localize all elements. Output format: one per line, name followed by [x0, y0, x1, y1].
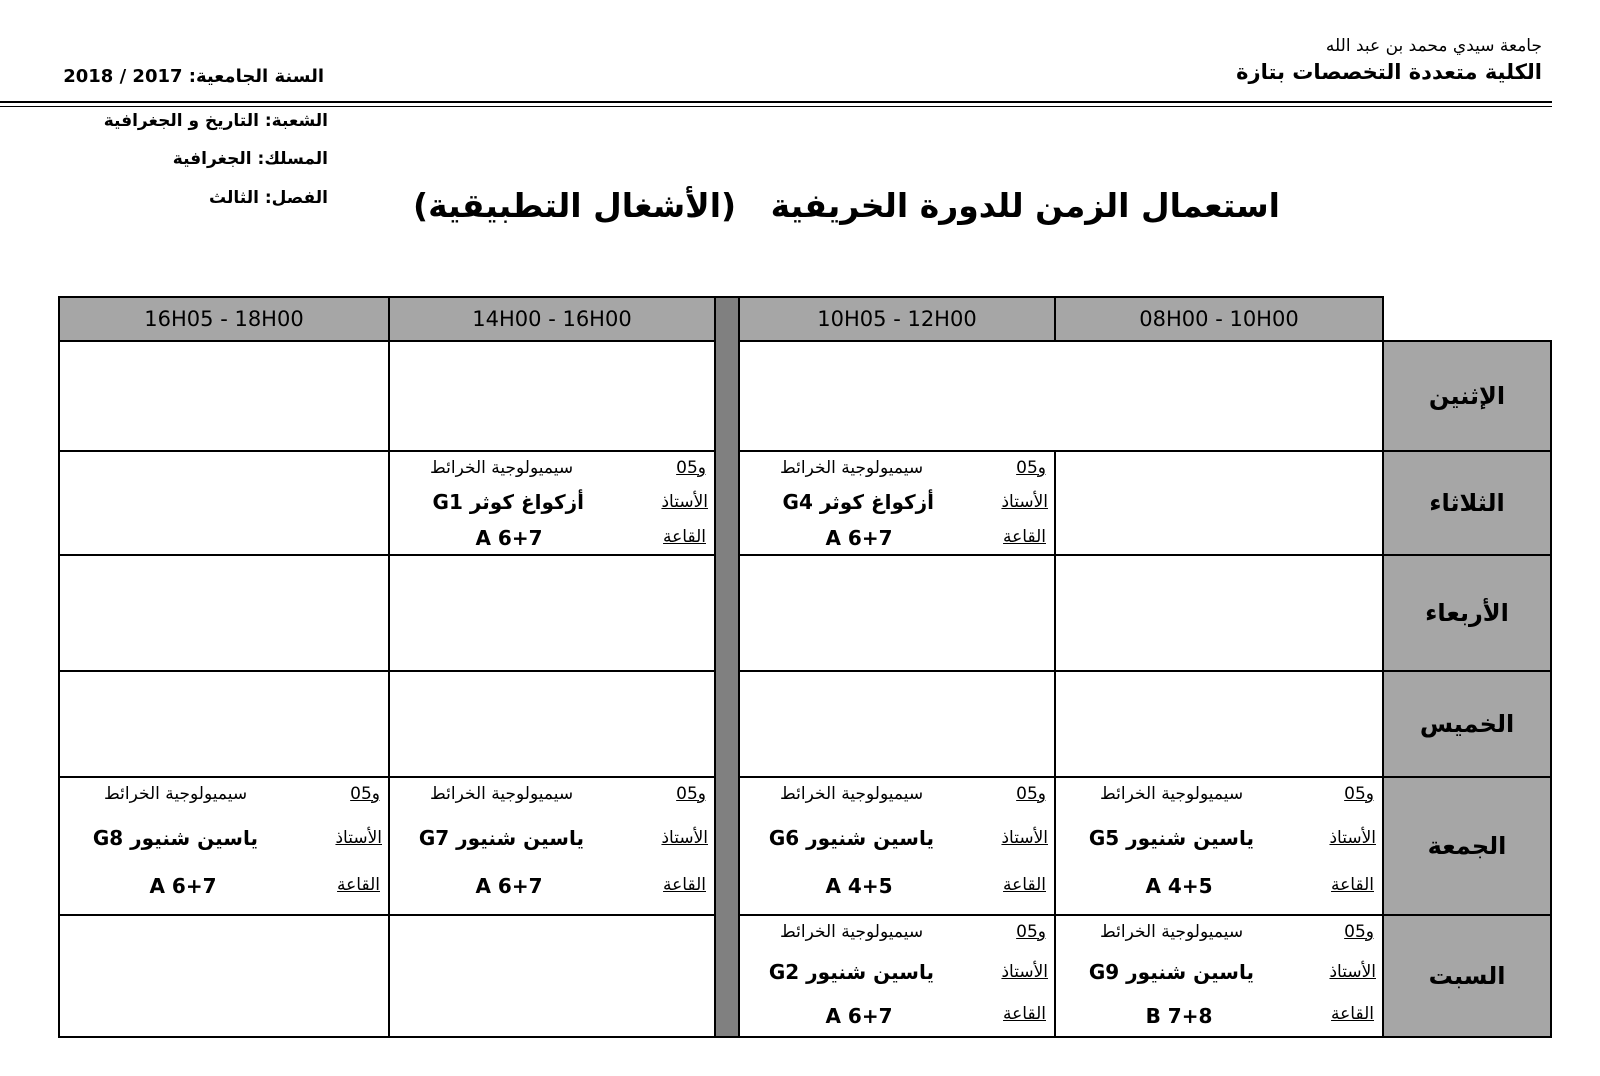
slot-fri-3 — [388, 776, 716, 916]
slot-mon-morning — [738, 340, 1384, 452]
slot-wed-1 — [1054, 554, 1384, 672]
professor-label: الأستاذ — [661, 828, 708, 848]
professor-group: أزكواغ كوثر G4 — [782, 490, 934, 514]
slot-wed-3 — [388, 554, 716, 672]
slot-sat-1 — [1054, 914, 1384, 1038]
professor-label: الأستاذ — [335, 828, 382, 848]
room-value: A 6+7 — [475, 526, 543, 550]
slot-sat-3 — [388, 914, 716, 1038]
university-name: جامعة سيدي محمد بن عبد الله — [1325, 36, 1542, 56]
module-name: سيميولوجية الخرائط — [104, 784, 248, 804]
slot-tue-1 — [1054, 450, 1384, 556]
professor-label: الأستاذ — [1001, 828, 1048, 848]
slot-tue-2 — [738, 450, 1056, 556]
department: الشعبة: التاريخ و الجغرافية — [103, 111, 328, 131]
professor-group: ياسين شنيور G6 — [768, 826, 934, 850]
room-label: القاعة — [1331, 1004, 1374, 1024]
module-code: و05 — [676, 784, 706, 804]
lunch-break-column — [714, 296, 740, 1038]
slot-thu-3 — [388, 670, 716, 778]
time-slot-3: 14H00 - 16H00 — [388, 296, 716, 342]
professor-group: ياسين شنيور G7 — [418, 826, 584, 850]
room-value: A 4+5 — [825, 874, 893, 898]
module-code: و05 — [1344, 922, 1374, 942]
room-label: القاعة — [663, 527, 706, 547]
professor-group: ياسين شنيور G9 — [1088, 960, 1254, 984]
professor-label: الأستاذ — [1329, 962, 1376, 982]
module-code: و05 — [1344, 784, 1374, 804]
room-label: القاعة — [337, 875, 380, 895]
room-label: القاعة — [663, 875, 706, 895]
day-thursday: الخميس — [1382, 670, 1552, 778]
slot-tue-3 — [388, 450, 716, 556]
module-name: سيميولوجية الخرائط — [780, 458, 924, 478]
page-title: استعمال الزمن للدورة الخريفية (الأشغال التطبيقية) — [413, 186, 1280, 225]
room-label: القاعة — [1003, 1004, 1046, 1024]
room-value: A 4+5 — [1145, 874, 1213, 898]
slot-mon-3 — [388, 340, 716, 452]
slot-fri-1 — [1054, 776, 1384, 916]
day-friday: الجمعة — [1382, 776, 1552, 916]
semester: الفصل: الثالث — [209, 188, 328, 208]
room-label: القاعة — [1003, 875, 1046, 895]
slot-thu-4 — [58, 670, 390, 778]
room-value: A 6+7 — [825, 1004, 893, 1028]
slot-fri-2 — [738, 776, 1056, 916]
slot-thu-1 — [1054, 670, 1384, 778]
slot-thu-2 — [738, 670, 1056, 778]
room-value: A 6+7 — [825, 526, 893, 550]
module-name: سيميولوجية الخرائط — [780, 784, 924, 804]
header-rule-thin — [0, 106, 1552, 107]
module-code: و05 — [350, 784, 380, 804]
professor-label: الأستاذ — [1001, 492, 1048, 512]
academic-year: السنة الجامعية: 2017 / 2018 — [63, 66, 324, 87]
module-code: و05 — [676, 458, 706, 478]
professor-label: الأستاذ — [661, 492, 708, 512]
module-code: و05 — [1016, 922, 1046, 942]
day-monday: الإثنين — [1382, 340, 1552, 452]
room-label: القاعة — [1003, 527, 1046, 547]
professor-label: الأستاذ — [1329, 828, 1376, 848]
track: المسلك: الجغرافية — [172, 149, 328, 169]
module-name: سيميولوجية الخرائط — [1100, 922, 1244, 942]
module-code: و05 — [1016, 458, 1046, 478]
day-wednesday: الأربعاء — [1382, 554, 1552, 672]
room-label: القاعة — [1331, 875, 1374, 895]
module-name: سيميولوجية الخرائط — [780, 922, 924, 942]
slot-wed-2 — [738, 554, 1056, 672]
slot-fri-4 — [58, 776, 390, 916]
time-slot-2: 10H05 - 12H00 — [738, 296, 1056, 342]
module-name: سيميولوجية الخرائط — [430, 784, 574, 804]
module-name: سيميولوجية الخرائط — [430, 458, 574, 478]
institution-header — [1236, 34, 1542, 86]
time-slot-4: 16H05 - 18H00 — [58, 296, 390, 342]
module-code: و05 — [1016, 784, 1046, 804]
module-name: سيميولوجية الخرائط — [1100, 784, 1244, 804]
professor-label: الأستاذ — [1001, 962, 1048, 982]
day-saturday: السبت — [1382, 914, 1552, 1038]
time-slot-1: 08H00 - 10H00 — [1054, 296, 1384, 342]
professor-group: ياسين شنيور G5 — [1088, 826, 1254, 850]
slot-tue-4 — [58, 450, 390, 556]
faculty-name: الكلية متعددة التخصصات بتازة — [1236, 60, 1542, 84]
professor-group: ياسين شنيور G8 — [92, 826, 258, 850]
professor-group: ياسين شنيور G2 — [768, 960, 934, 984]
room-value: A 6+7 — [149, 874, 217, 898]
slot-mon-4 — [58, 340, 390, 452]
header-rule-thick — [0, 101, 1552, 103]
room-value: A 6+7 — [475, 874, 543, 898]
day-tuesday: الثلاثاء — [1382, 450, 1552, 556]
slot-wed-4 — [58, 554, 390, 672]
slot-sat-4 — [58, 914, 390, 1038]
room-value: B 7+8 — [1145, 1004, 1213, 1028]
professor-group: أزكواغ كوثر G1 — [432, 490, 584, 514]
slot-sat-2 — [738, 914, 1056, 1038]
